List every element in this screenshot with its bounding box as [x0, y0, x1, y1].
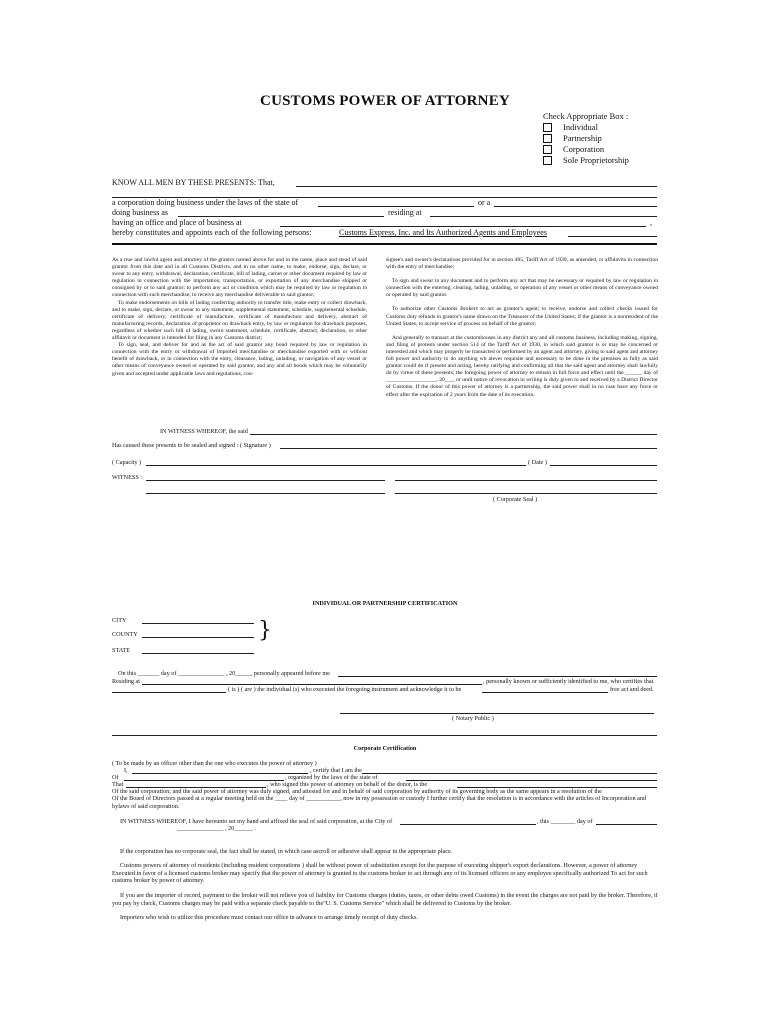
- capacity-label: ( Capacity ): [112, 459, 142, 466]
- state-field[interactable]: [318, 206, 474, 207]
- footer-note-1: If the corporation has no corporate seal, the fact shall be stated, in which case ascroll or adhesive shall appear in the appropriate place.: [120, 848, 453, 855]
- organized-label: , organized by the laws of the state of: [285, 774, 378, 781]
- checkbox-individual[interactable]: Individual: [543, 122, 629, 133]
- appointed-agent-line: [568, 236, 657, 237]
- corporate-seal-label: ( Corporate Seal ): [493, 496, 538, 503]
- signed-label: , who signed this power of attorney on behalf of the donor, is the: [267, 781, 428, 788]
- corp-whereof-label: IN WITNESS WHEREOF, I have hereunto set my hand and affixed the seal of said corporation, at the City of: [120, 818, 393, 825]
- appoints-label: hereby constitutes and appoints each of the following persons:: [112, 228, 312, 237]
- on-this-label: On this _______ day of _______________ , 20_____, personally appeared before me: [118, 670, 330, 677]
- checkbox-sole-proprietorship[interactable]: Sole Proprietorship: [543, 155, 629, 166]
- witness-label: WITNESS :: [112, 474, 143, 481]
- paragraph: To authorize other Customs Brokers to act as grantor's agent; to receive, endorse and collect checks issued for Customs duty refunds in grantor's name drawn on the Treasurer of the United States; if the grantor is a nonresident of the United States, to accept service of process on behalf of the grantor;: [386, 306, 658, 327]
- officer-name-field[interactable]: [132, 773, 308, 774]
- corporate-note: ( To be made by an officer other than the one who executes the power of attorney ): [112, 760, 317, 767]
- grantor-name-field[interactable]: [296, 186, 657, 187]
- checkbox-icon[interactable]: [543, 156, 552, 165]
- paragraph: To make endorsements on bills of lading conferring authority to transfer title, make entry or collect drawback, and to make, sign, declare, or swear to any statement, supplemental statement, schedule, supplemental schedule, certificate of delivery, certificate of manufacture, certificate of manufacture and delivery, abstract of manufacturing records, declaration of proprietor on drawback entry, by law or regulation for drawback purposes, regardless of whether such bill of lading, sworn statement, schedule, certificate, abstract, declaration, or other affidavit or document is intended for filing in any Customs district;: [112, 299, 367, 342]
- is-are-label: ( is ) ( are ) the individual (s) who executed the foregoing instrument and acknowledge it to be: [228, 686, 462, 693]
- or-a-field[interactable]: [494, 206, 657, 207]
- capacity-field[interactable]: [146, 465, 526, 466]
- notary-signature-field[interactable]: [340, 713, 654, 714]
- certify-label: , certify that I am the: [310, 767, 362, 774]
- residing-label: Residing at: [112, 678, 141, 685]
- witness-name-field[interactable]: [250, 434, 657, 435]
- footer-note-3: If you are the importer of record, payment to the broker will not relieve you of liability for Customs charges (duties, taxes, or other debts owed Customs) in the event the charges are not paid by the broker. Therefore, if you pay by check, Customs charges may be paid with a separate check payable to the"U. S. Customs Service" which shall be delivered to Customs by the broker.: [112, 892, 658, 907]
- free-act-label: free act and deed.: [610, 686, 654, 693]
- checkbox-icon[interactable]: [543, 123, 552, 132]
- county-field[interactable]: [142, 637, 254, 638]
- act-field[interactable]: [482, 692, 608, 693]
- checkbox-partnership[interactable]: Partnership: [543, 133, 629, 144]
- witness-whereof-label: IN WITNESS WHEREOF, the said: [160, 428, 248, 435]
- city-label: CITY: [112, 617, 127, 624]
- org-state-field[interactable]: [406, 780, 657, 781]
- footer-note-4: Importers who wish to utilize this procedure must contact our office in advance to arrange timely receipt of duty checks.: [120, 914, 418, 921]
- month-field[interactable]: [596, 824, 657, 825]
- witness-field-1[interactable]: [146, 480, 385, 481]
- body-right-column: [386, 257, 658, 399]
- appointed-agent: Customs Express, Inc. and Its Authorized Agents and Employees: [339, 228, 547, 237]
- office-comma: ,: [650, 218, 652, 227]
- state-label: STATE: [112, 647, 131, 654]
- checkbox-corporation[interactable]: Corporation: [543, 144, 629, 155]
- date-field[interactable]: [550, 465, 657, 466]
- residing-at-field[interactable]: [430, 216, 657, 217]
- county-label: COUNTY: [112, 631, 138, 638]
- entity-type-checkboxes: [543, 111, 629, 166]
- section-divider: [112, 243, 657, 245]
- city-of-field[interactable]: [400, 824, 536, 825]
- known-label: , personally known or sufficiently identified to me, who certifies that: [483, 678, 654, 685]
- residing-at-label: residing at: [388, 208, 422, 217]
- checkbox-icon[interactable]: [543, 134, 552, 143]
- brace-icon: }: [258, 618, 272, 643]
- sealed-signed-label: Has caused these presents to be sealed and signed : ( Signature ): [112, 442, 271, 449]
- individual-cert-heading: INDIVIDUAL OR PARTNERSHIP CERTIFICATION: [312, 600, 458, 607]
- corporate-cert-heading: Corporate Certification: [353, 745, 417, 752]
- office-field[interactable]: [280, 226, 646, 227]
- body-left-column: [112, 257, 367, 378]
- appeared-field[interactable]: [338, 676, 657, 677]
- of-label: Of: [112, 774, 119, 781]
- said-corp-text: Of the said corporation; and the said power of attorney was duly signed, and attested for and in behalf of said corporation by authority of its governing body as the same appears in a resolution of the: [112, 788, 602, 795]
- paragraph: To sign and swear to any document and to perform any act that may be necessary or required by law or regulation in connection with the entering, clearing, lading, unlading, or operation of any vessel or other means of conveyance owned or operated by said grantor.: [386, 278, 658, 299]
- paragraph: As a true and lawful agent and attorney of the grantor named above for and in the name, place and stead of said grantor from this date and in all Customs Districts, and in no other name, to make, endorse, sign, declare, or swear to any entry, withdrawal, declaration, certificate, bill of lading, carnet or other document required by law or regulation in connection with the importation, transportation, or exportation of any merchandise shipped or consigned by or to said grantor; to perform any act or condition which may be required by law or regulation in connection with such merchandise; to receive any merchandise deliverable to said grantor;: [112, 257, 367, 299]
- witness-field-3[interactable]: [146, 493, 385, 494]
- state-cert-field[interactable]: [142, 653, 254, 654]
- board-text: Of the Board of Directors passed at a regular meeting held on the ____ day of ___________, now in my possession or custody I further certify that the resolution is in accordance with the articles of Incorporation and bylaws of said corporation.: [112, 795, 647, 810]
- office-label: having an office and place of business at: [112, 218, 242, 227]
- that-label: That: [112, 781, 124, 788]
- doing-business-label: doing business as: [112, 208, 168, 217]
- or-a-label: or a: [478, 198, 491, 207]
- paragraph: And generally to transact at the customhouses in any district any and all customs business, including making, signing, and filing of protests under section 514 of the Tariff Act of 1930, in which said grantor is or may be concerned or interested and which may properly be transacted or performed by an agent and attorney, giving to said agent and attorney full power and authority to do anything wh atever requisite and necessary to be done in the premises as fully as said grantor could do if present and acting, hereby ratifying and confirming all that the said agent and attorney shall lawfully do by virtue of these presents; the foregoing power of attorney to remain in full force and effect until the ______ day of __________________, 20___, or until notice of revocation in writing is duly given to and received by a District Director of Customs. If the donor of this power of attorney is a partnership, the said power shall in no case have any force or effect after the expiration of 2 years from the date of its execution.: [386, 334, 658, 398]
- paragraph: To sign, seal, and deliver for and as the act of said grantor any bond required by law or regulation in connection with the entry or withdrawal of imported merchandise or merchandise exported with or without benefit of drawback, or in connection with the entry, clearance, lading, unlading, or navigation of any vessel or other means of conveyance owned or operated by said grantor, and any and all bonds which may be voluntarily given and accepted under applicable laws and regulations, con-: [112, 342, 367, 377]
- year-label: _______________ , 20______ .: [177, 825, 256, 832]
- section-divider-2: [112, 735, 657, 736]
- state-of-label: a corporation doing business under the laws of the state of: [112, 198, 299, 207]
- doing-business-field[interactable]: [178, 216, 384, 217]
- this-day-label: , this ________ day of: [537, 818, 593, 825]
- officer-title-field[interactable]: [362, 773, 657, 774]
- residing-cert-field[interactable]: [142, 684, 482, 685]
- footer-note-2: Customs powers of attorney of residents (including resident corporations ) shall be without power of substitution except for the purpose of executing shipper's export declarations. However, a power of attorney Executed in favor of a licensed customs broker may specify that the power of attorney is granted to the customs broker to act through any of its licensed officers or any employee specifically authorized To act for such customs broker by power of attorney.: [112, 862, 648, 884]
- know-all-men-label: KNOW ALL MEN BY THESE PRESENTS: That,: [112, 178, 275, 187]
- signature-field[interactable]: [280, 448, 657, 449]
- city-field[interactable]: [142, 623, 254, 624]
- i-label: I,: [124, 767, 128, 774]
- witness-field-4[interactable]: [395, 493, 657, 494]
- notary-label: ( Notary Public ): [452, 715, 494, 722]
- individual-name-field[interactable]: [112, 692, 226, 693]
- document-title: CUSTOMS POWER OF ATTORNEY: [260, 93, 510, 109]
- corporation-field[interactable]: [124, 780, 284, 781]
- paragraph: signee's and owner's declarations provided for in section 485, Tariff Act of 1930, as amended, or affidavits in connection with the entry of merchandise;: [386, 257, 658, 271]
- checkbox-heading: Check Appropriate Box :: [543, 111, 629, 121]
- checkbox-icon[interactable]: [543, 145, 552, 154]
- witness-field-2[interactable]: [395, 480, 657, 481]
- date-label: ( Date ): [528, 459, 547, 466]
